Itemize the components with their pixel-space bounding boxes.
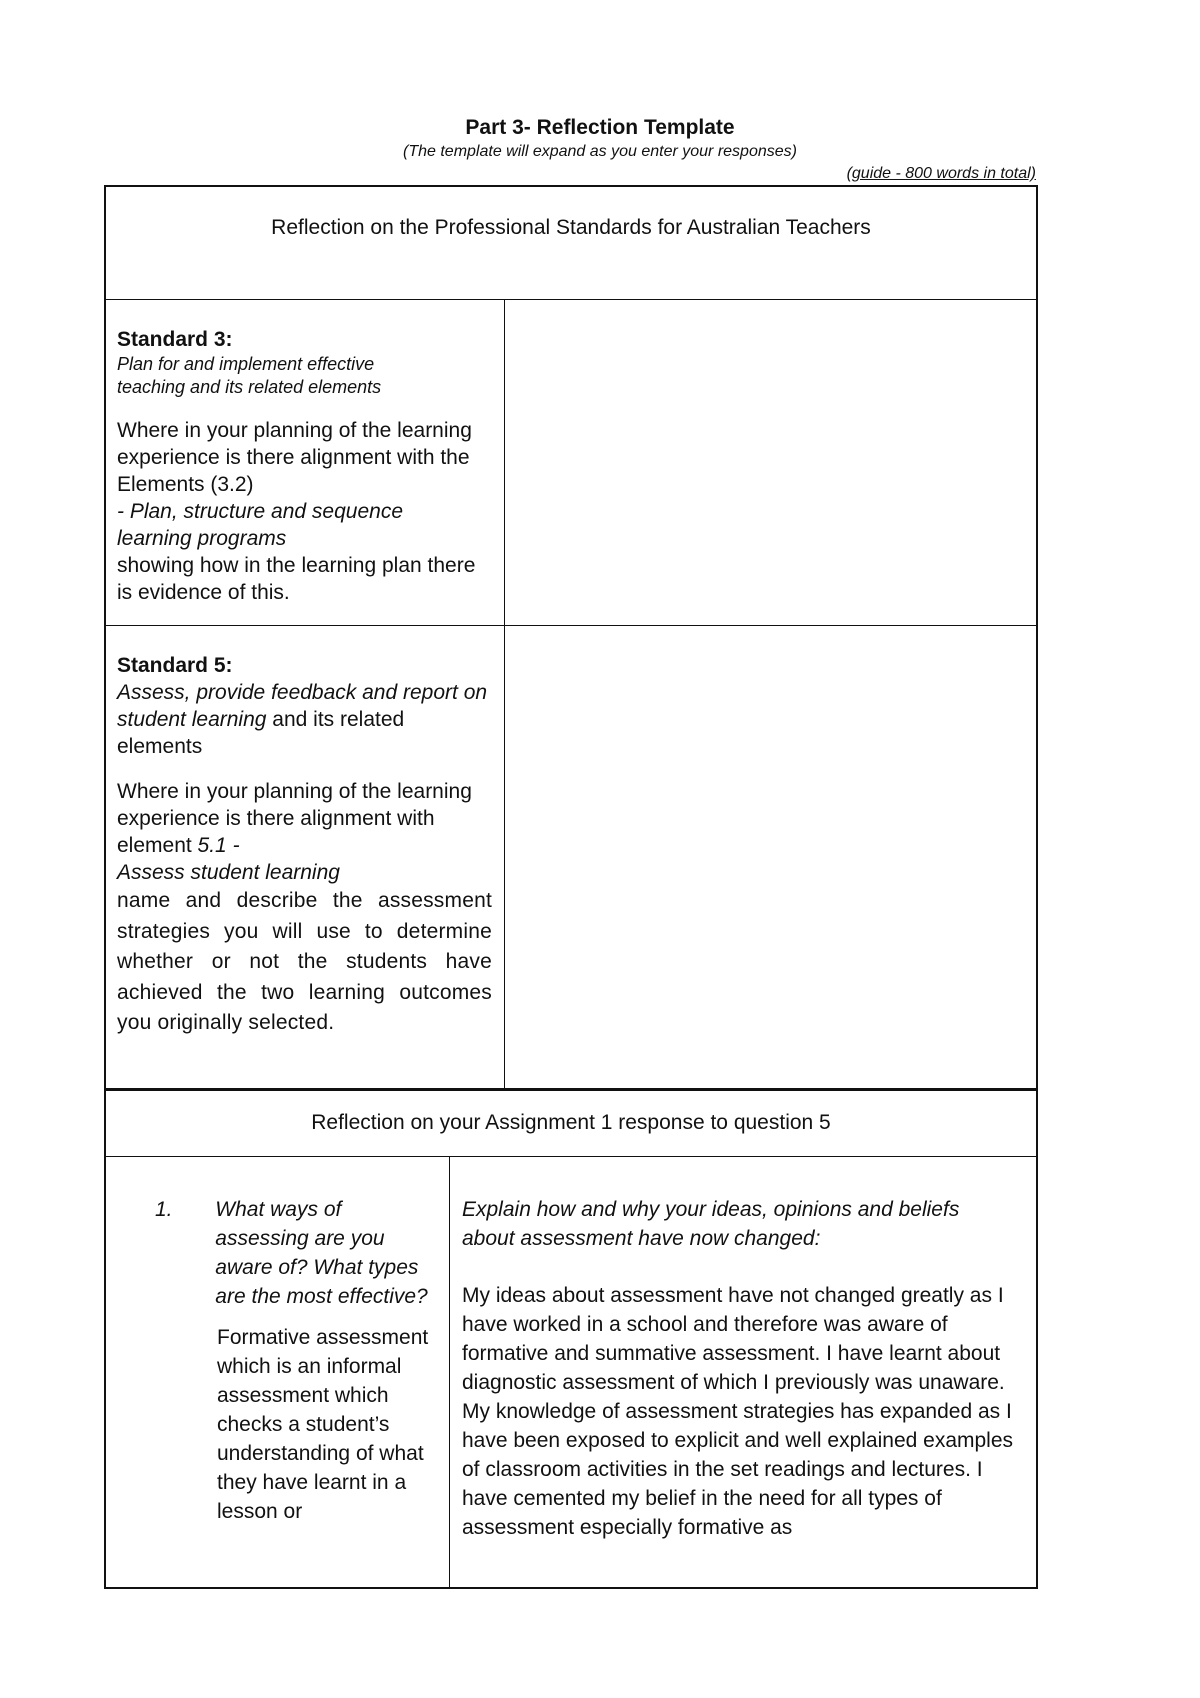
- assignment-heading: Reflection on your Assignment 1 response to question 5: [311, 1111, 831, 1134]
- reflection-answer[interactable]: My ideas about assessment have not changed greatly as I have worked in a school and therefore was aware of formative and summative assessment. I have learnt about diagnostic assessment of which I previously was unaware. My knowledge of assessment strategies has expanded as I have been exposed to explicit and well explained examples of classroom activities in the set readings and lectures. I have cemented my belief in the need for all types of assessment especially formative as: [462, 1284, 1014, 1539]
- standard-5-response-cell[interactable]: [504, 625, 1038, 1090]
- question-1-number: 1.: [155, 1198, 173, 1221]
- standard-5-element-number: 5.1 -: [197, 834, 240, 857]
- standard-3-element: - Plan, structure and sequence learning programs: [117, 500, 404, 550]
- standard-5-title: Standard 5:: [117, 654, 233, 677]
- standard-3-question-tail: showing how in the learning plan there is evidence of this.: [117, 554, 476, 604]
- reflection-prompt: Explain how and why your ideas, opinions and beliefs about assessment have now changed:: [462, 1198, 960, 1250]
- page-subtitle: (The template will expand as you enter your responses): [403, 143, 797, 160]
- standard-3-prompt-cell: [104, 299, 505, 626]
- standard-5-description-rest: and its related elements: [117, 708, 405, 758]
- standard-3-response-cell[interactable]: [504, 299, 1038, 626]
- standard-3-description: Plan for and implement effective teaching and its related elements: [117, 354, 382, 397]
- question-1-prompt: What ways of assessing are you aware of? What types are the most effective?: [215, 1198, 428, 1308]
- standard-5-description: Assess, provide feedback and report on student learning: [117, 681, 488, 731]
- standard-3-title: Standard 3:: [117, 328, 233, 351]
- question-1-answer[interactable]: Formative assessment which is an informal assessment which checks a student’s understanding of what they have learnt in a lesson or: [217, 1326, 429, 1523]
- standard-5-prompt-cell: [104, 625, 505, 1090]
- standard-3-question: Where in your planning of the learning experience is there alignment with the Elements (3.2): [117, 419, 472, 496]
- standard-5-element: Assess student learning: [117, 861, 340, 884]
- question-1-cell: [104, 1156, 450, 1589]
- standards-heading: Reflection on the Professional Standards for Australian Teachers: [271, 216, 871, 239]
- assignment-heading-cell: [104, 1089, 1038, 1157]
- standard-5-question-tail: name and describe the assessment strategies you will use to determine whether or not the students have achieved the two learning outcomes you originally selected.: [117, 889, 492, 1034]
- standards-heading-cell: [104, 185, 1038, 300]
- word-guide: (guide - 800 words in total): [846, 165, 1036, 182]
- reflection-cell: [449, 1156, 1038, 1589]
- standard-5-question: Where in your planning of the learning experience is there alignment with element: [117, 780, 472, 857]
- page-title: Part 3- Reflection Template: [465, 116, 735, 139]
